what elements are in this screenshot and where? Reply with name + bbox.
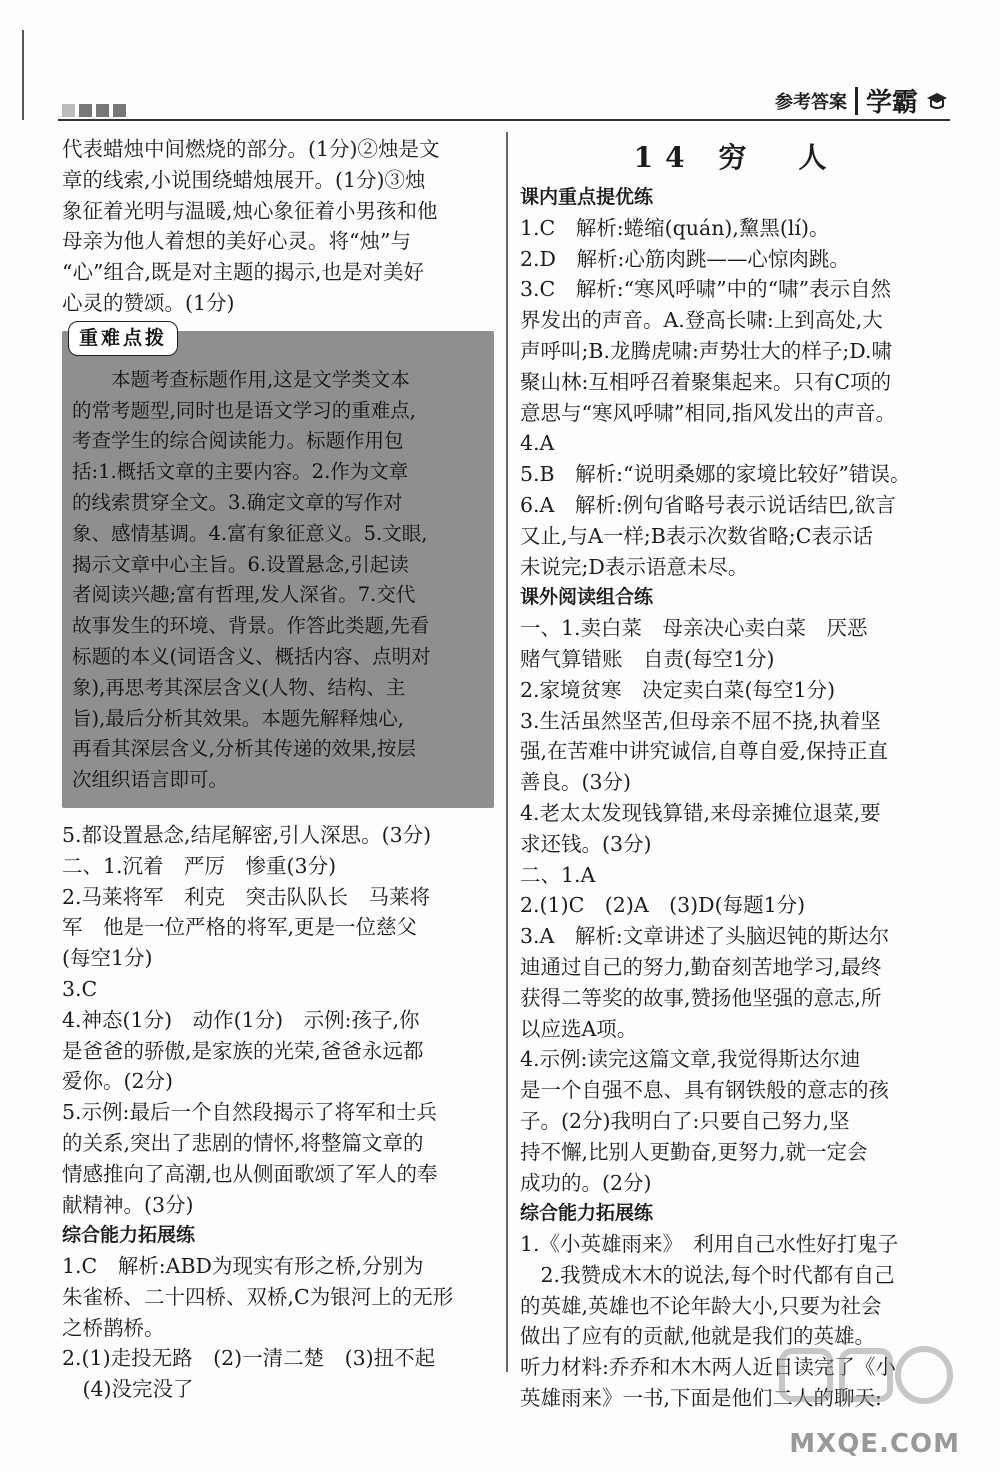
text-line: 的英雄,英雄也不论年龄大小,只要为社会 (520, 1293, 882, 1318)
tip-line: 象、感情基调。4.富有象征意义。5.文眼, (72, 521, 428, 545)
text-line: 母亲为他人着想的美好心灵。将“烛”与 (62, 229, 411, 254)
column-divider (506, 132, 508, 1372)
text-line: 2.D 解析:心筋肉跳——心惊肉跳。 (520, 246, 850, 271)
text-line: 英雄雨来》一书,下面是他们二人的聊天: (520, 1386, 882, 1411)
text-line: 3.C (62, 976, 98, 1001)
answers-block (62, 820, 494, 1220)
text-line: 3.C 解析:“寒风呼啸”中的“啸”表示自然 (520, 277, 892, 302)
right-column (520, 134, 952, 1414)
tip-line: 标题的本义(词语含义、概括内容、点明对 (72, 644, 431, 668)
tip-line: 括:1.概括文章的主要内容。2.作为文章 (72, 460, 409, 484)
text-line: 6.A 解析:例句省略号表示说话结巴,欲言 (520, 492, 896, 517)
watermark-url: MXQE.COM (789, 1429, 960, 1459)
text-line: 2.马莱将军 利克 突击队队长 马莱将 (62, 884, 431, 909)
text-line: 3.A 解析:文章讲述了头脑迟钝的斯达尔 (520, 924, 890, 949)
left-column (62, 134, 494, 1405)
text-line: 聚山林:互相呼召着聚集起来。只有C项的 (520, 369, 892, 394)
text-line: 以应选A项。 (520, 1016, 638, 1041)
text-line: 代表蜡烛中间燃烧的部分。(1分)②烛是文 (62, 137, 440, 161)
text-line: 持不懈,比别人更勤奋,更努力,就一定会 (520, 1139, 868, 1164)
intro-block (62, 134, 494, 319)
tip-box (62, 326, 494, 808)
text-line: 1.《小英雄雨来》 利用自己水性好打鬼子 (520, 1232, 899, 1257)
tip-line: 再看其深层含义,分析其传递的效果,按层 (72, 737, 416, 761)
tip-line: 者阅读兴趣;富有哲理,发人深省。7.交代 (72, 583, 416, 607)
brand-subtitle: 参考答案 (774, 91, 847, 113)
text-line: 3.生活虽然坚苦,但母亲不屈不挠,执着坚 (520, 708, 881, 733)
tip-line: 本题考查标题作用,这是文学类文本 (72, 367, 410, 391)
header-decoration (62, 104, 126, 117)
text-line: 象征着光明与温暖,烛心象征着小男孩和他 (62, 198, 438, 223)
text-line: (每空1分) (62, 946, 153, 971)
text-line: 5.都设置悬念,结尾解密,引人深思。(3分) (62, 822, 432, 847)
tip-line: 考查学生的综合阅读能力。标题作用包 (72, 429, 404, 453)
text-line: 界发出的声音。A.登高长啸:上到高处,大 (520, 308, 883, 333)
brand-separator (855, 87, 858, 115)
text-line: 2.(1)走投无路 (2)一清二楚 (3)扭不起 (62, 1346, 436, 1371)
text-line: 2.家境贫寒 决定卖白菜(每空1分) (520, 677, 836, 702)
text-line: 二、1.A (520, 862, 596, 887)
tip-line: 的常考题型,同时也是语文学习的重难点, (72, 398, 416, 422)
text-line: 子。(2分)我明白了:只要自己努力,坚 (520, 1108, 850, 1133)
binding-line (22, 30, 24, 120)
text-line: 强,在苦难中讲究诚信,自尊自爱,保持正直 (520, 739, 889, 764)
text-line: 4.神态(1分) 动作(1分) 示例:孩子,你 (62, 1007, 420, 1032)
text-line: 1.C 解析:ABD为现实有形之桥,分别为 (62, 1254, 424, 1279)
text-line: 意思与“寒风呼啸”相同,指风发出的声音。 (520, 400, 896, 425)
text-line: 迪通过自己的努力,勤奋刻苦地学习,最终 (520, 954, 882, 979)
tip-label: 重难点拨 (68, 321, 178, 356)
final-block (62, 1251, 494, 1405)
header-rule (58, 119, 950, 121)
text-line: 二、1.沉着 严厉 惨重(3分) (62, 853, 337, 878)
text-line: 献精神。(3分) (62, 1192, 194, 1217)
text-line: “心”组合,既是对主题的揭示,也是对美好 (62, 260, 424, 285)
section-heading: 课内重点提优练 (520, 186, 654, 208)
tip-line: 旨),最后分析其效果。本题先解释烛心, (72, 706, 405, 730)
text-line: 赌气算错账 自责(每空1分) (520, 646, 775, 671)
text-line: 一、1.卖白菜 母亲决心卖白菜 厌恶 (520, 616, 868, 641)
text-line: 成功的。(2分) (520, 1170, 652, 1195)
text-line: 4.老太太发现钱算错,来母亲摊位退菜,要 (520, 800, 881, 825)
text-line: 声呼叫;B.龙腾虎啸:声势壮大的样子;D.啸 (520, 338, 893, 363)
text-line: 获得二等奖的故事,赞扬他坚强的意志,所 (520, 985, 882, 1010)
text-line: 善良。(3分) (520, 770, 632, 795)
text-line: 是一个自强不息、具有钢铁般的意志的孩 (520, 1078, 889, 1103)
text-line: 2.(1)C (2)A (3)D(每题1分) (520, 893, 806, 918)
text-line: 的关系,突出了悲剧的情怀,将整篇文章的 (62, 1130, 424, 1155)
text-line: 爱你。(2分) (62, 1069, 174, 1094)
text-line: 做出了应有的贡献,他就是我们的英雄。 (520, 1324, 876, 1349)
tip-line: 象),再思考其深层含义(人物、结构、主 (72, 675, 406, 699)
text-line: 又止,与A一样;B表示次数省略;C表示话 (520, 523, 873, 548)
brand-name: 学霸 (865, 88, 918, 118)
text-line: 5.B 解析:“说明桑娜的家境比较好”错误。 (520, 462, 911, 487)
tip-line: 的线索贯穿全文。3.确定文章的写作对 (72, 490, 403, 514)
text-line: 朱雀桥、二十四桥、双桥,C为银河上的无形 (62, 1284, 454, 1309)
section-heading: 综合能力拓展练 (62, 1224, 196, 1247)
tip-line: 揭示文章中心主旨。6.设置悬念,引起读 (72, 552, 409, 576)
text-line: 4.示例:读完这篇文章,我觉得斯达尔迪 (520, 1047, 861, 1072)
section-heading: 综合能力拓展练 (520, 1202, 654, 1225)
header-brand (775, 82, 948, 119)
text-line: 1.C 解析:蜷缩(quán),黧黑(lí)。 (520, 215, 830, 240)
text-line: 4.A (520, 431, 555, 456)
text-line: 之桥鹊桥。 (62, 1315, 165, 1340)
text-line: 未说完;D表示语意未尽。 (520, 554, 749, 579)
text-line: 求还钱。(3分) (520, 831, 652, 856)
tip-body (72, 365, 480, 796)
section1-block (520, 213, 952, 583)
text-line: (4)没完没了 (62, 1377, 194, 1402)
text-line: 军 他是一位严格的将军,更是一位慈父 (62, 915, 418, 940)
text-line: 5.示例:最后一个自然段揭示了将军和士兵 (62, 1100, 437, 1125)
graduation-cap-icon (926, 90, 948, 112)
text-line: 2.我赞成木木的说法,每个时代都有自己 (520, 1262, 895, 1287)
section2-block (520, 613, 952, 1198)
text-line: 是爸爸的骄傲,是家族的光荣,爸爸永远都 (62, 1038, 424, 1063)
lesson-title: 14 穷 人 (633, 141, 839, 174)
tip-line: 故事发生的环境、背景。作答此类题,先看 (72, 614, 430, 638)
tip-line: 次组织语言即可。 (72, 768, 229, 792)
text-line: 章的线索,小说围绕蜡烛展开。(1分)③烛 (62, 167, 426, 192)
text-line: 情感推向了高潮,也从侧面歌颂了军人的奉 (62, 1161, 438, 1186)
section-heading: 课外阅读组合练 (520, 586, 654, 609)
text-line: 心灵的赞颂。(1分) (62, 290, 235, 315)
text-line: 听力材料:乔乔和木木两人近日读完了《小 (520, 1355, 896, 1380)
